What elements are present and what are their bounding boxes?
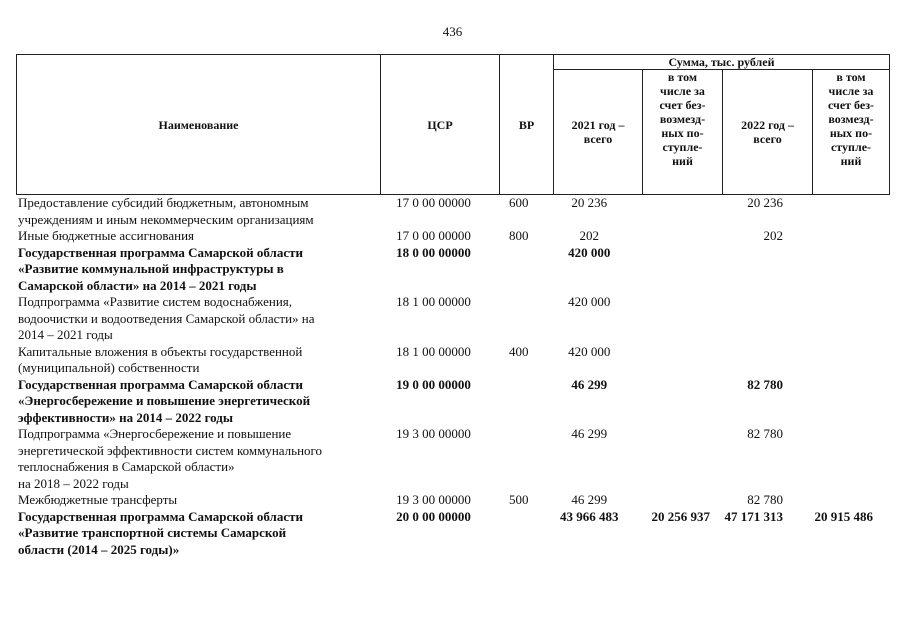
- header-vr: ВР: [500, 55, 554, 195]
- header-2022-total: 2022 год – всего: [723, 70, 813, 195]
- row-2022-free: [801, 294, 877, 344]
- row-2022-free: 20 915 486: [814, 508, 873, 524]
- header-2022-free: в том числе за счет без- возмезд- ных по- ступле- ний: [813, 70, 890, 195]
- table-row: [16, 509, 877, 559]
- row-2021-total: 420 000: [568, 294, 611, 309]
- header-sum-group: Сумма, тыс. рублей: [554, 55, 890, 70]
- row-2021-free: 20 256 937: [651, 508, 711, 524]
- row-2021-total: 46 299: [571, 426, 608, 441]
- row-2021-free: [633, 344, 712, 377]
- row-csr: 20 0 00 00000: [396, 508, 471, 524]
- row-2021-free: [633, 245, 712, 295]
- table-body: [16, 195, 877, 558]
- row-2022-total: 47 171 313: [724, 508, 784, 524]
- row-name: Межбюджетные трансферты: [18, 492, 178, 507]
- table-row: [16, 492, 877, 509]
- row-2021-free: [633, 195, 712, 228]
- row-csr: 18 1 00 00000: [396, 343, 471, 359]
- row-csr: 18 0 00 00000: [396, 244, 471, 260]
- row-csr: 18 1 00 00000: [396, 294, 471, 309]
- row-2022-total: 82 780: [747, 492, 784, 507]
- table-row: [16, 344, 877, 377]
- row-vr: [492, 426, 545, 492]
- row-2022-free: [801, 426, 877, 492]
- row-2021-total: 420 000: [568, 244, 611, 260]
- row-name: Иные бюджетные ассигнования: [18, 228, 195, 243]
- row-csr: 19 3 00 00000: [396, 426, 471, 441]
- row-2022-total: [712, 245, 801, 295]
- header-2021-free: в том числе за счет без- возмезд- ных по- ступле- ний: [643, 70, 723, 195]
- row-vr: [492, 377, 545, 427]
- row-name: Подпрограмма «Энергосбережение и повышение энергетической эффективности систем коммунального теплоснабжения в Самарской области» на 2018 – 2022 годы: [18, 426, 323, 491]
- table-row: [16, 228, 877, 245]
- row-2022-free: [801, 492, 877, 509]
- row-vr: 400: [509, 343, 529, 359]
- row-name: Государственная программа Самарской области «Энергосбережение и повышение энергетической эффективности» на 2014 – 2022 годы: [18, 376, 311, 425]
- row-2021-free: [633, 377, 712, 427]
- row-name: Капитальные вложения в объекты государственной (муниципальной) собственности: [18, 343, 303, 375]
- row-2021-total: 46 299: [571, 492, 608, 507]
- row-2021-total: 420 000: [568, 343, 611, 359]
- row-2021-free: [633, 294, 712, 344]
- row-2021-total: 43 966 483: [560, 508, 619, 524]
- table-row: [16, 245, 877, 295]
- table-row: [16, 294, 877, 344]
- header-2021-total: 2021 год – всего: [554, 70, 643, 195]
- row-2022-total: [712, 344, 801, 377]
- row-2022-total: 202: [763, 228, 784, 243]
- row-vr: 600: [509, 195, 529, 210]
- row-name: Государственная программа Самарской области «Развитие коммунальной инфраструктуры в Самарской области» на 2014 – 2021 годы: [18, 244, 303, 293]
- row-vr: [492, 509, 545, 559]
- row-2022-total: 82 780: [747, 376, 784, 392]
- row-2021-free: [633, 228, 712, 245]
- row-csr: 17 0 00 00000: [396, 195, 471, 210]
- row-vr: [492, 245, 545, 295]
- row-2022-free: [801, 344, 877, 377]
- row-csr: 19 0 00 00000: [396, 376, 471, 392]
- row-2022-free: [801, 228, 877, 245]
- row-vr: 800: [509, 228, 529, 243]
- page-number: 436: [442, 24, 463, 39]
- row-vr: 500: [509, 492, 529, 507]
- row-name: Предоставление субсидий бюджетным, автономным учреждениям и иным некоммерческим организациям: [18, 195, 314, 227]
- table-row: [16, 195, 877, 228]
- row-2022-free: [801, 195, 877, 228]
- header-csr: ЦСР: [381, 55, 500, 195]
- row-2022-free: [801, 377, 877, 427]
- table-header: [16, 54, 890, 195]
- row-2022-free: [801, 245, 877, 295]
- row-csr: 19 3 00 00000: [396, 492, 471, 507]
- row-2021-free: [633, 426, 712, 492]
- row-2021-free: [633, 492, 712, 509]
- row-2021-total: 46 299: [571, 376, 608, 392]
- row-2022-total: [712, 294, 801, 344]
- row-2022-total: 82 780: [747, 426, 784, 441]
- row-2021-total: 20 236: [571, 195, 608, 210]
- table-row: [16, 426, 877, 492]
- row-2021-total: 202: [579, 228, 600, 243]
- row-name: Государственная программа Самарской области «Развитие транспортной системы Самарской области (2014 – 2025 годы)»: [18, 508, 303, 557]
- row-csr: 17 0 00 00000: [396, 228, 471, 243]
- header-name: Наименование: [17, 55, 381, 195]
- row-2022-total: 20 236: [747, 195, 784, 210]
- row-name: Подпрограмма «Развитие систем водоснабжения, водоочистки и водоотведения Самарской области» на 2014 – 2021 годы: [18, 294, 315, 342]
- row-vr: [492, 294, 545, 344]
- table-row: [16, 377, 877, 427]
